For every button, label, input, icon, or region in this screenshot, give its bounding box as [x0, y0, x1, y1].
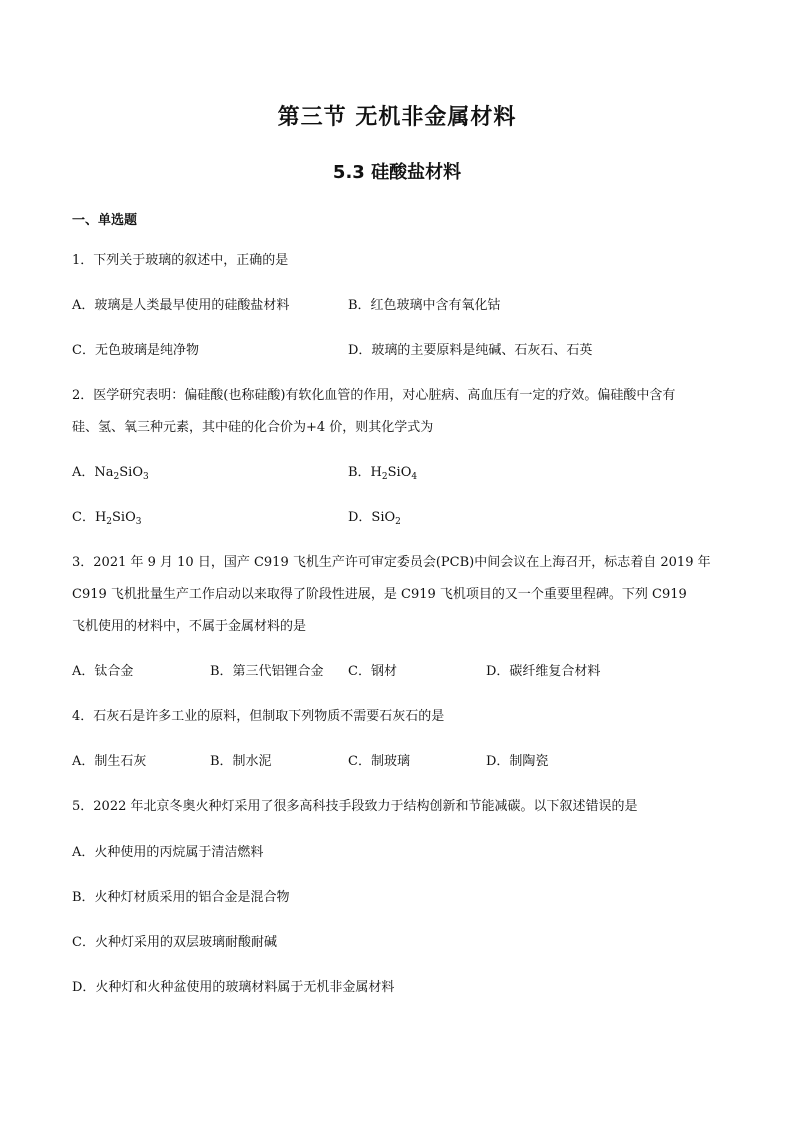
question-5-option-b: B．火种灯材质采用的铝合金是混合物: [72, 890, 290, 905]
question-5-option-c: C．火种灯采用的双层玻璃耐酸耐碱: [72, 935, 277, 950]
question-1-option-b: B．红色玻璃中含有氧化钴: [348, 298, 501, 313]
page-title: 第三节 无机非金属材料: [277, 105, 517, 130]
question-1-option-c: C．无色玻璃是纯净物: [72, 343, 199, 358]
question-5-option-a: A．火种使用的丙烷属于清洁燃料: [72, 845, 264, 860]
question-5-option-d: D．火种灯和火种盆使用的玻璃材料属于无机非金属材料: [72, 980, 395, 995]
question-5-stem: 5．2022 年北京冬奥火种灯采用了很多高科技手段致力于结构创新和节能减碳。以下叙述错误的是: [72, 799, 638, 814]
question-3-option-c: C．钢材: [348, 664, 397, 679]
section-heading: 一、单选题: [72, 213, 138, 228]
question-3-option-a: A．钛合金: [72, 664, 134, 679]
question-2-option-c: C．$H_2SiO_3$: [72, 510, 142, 527]
question-2-stem-line-1: 2．医学研究表明：偏硅酸(也称硅酸)有软化血管的作用，对心脏病、高血压有一定的疗效。偏硅酸中含有: [72, 388, 676, 403]
question-3-stem-line-2: C919 飞机批量生产工作启动以来取得了阶段性进展，是 C919 飞机项目的又一个重要里程碑。下列 C919: [72, 587, 687, 602]
question-4-option-b: B．制水泥: [210, 754, 272, 769]
question-1-option-d: D．玻璃的主要原料是纯碱、石灰石、石英: [348, 343, 593, 358]
question-3-stem-line-1: 3．2021 年 9 月 10 日，国产 C919 飞机生产许可审定委员会(PCB)中间会议在上海召开，标志着自 2019 年: [72, 555, 711, 570]
question-3-option-b: B．第三代铝锂合金: [210, 664, 324, 679]
question-2-stem-line-2: 硅、氢、氧三种元素，其中硅的化合价为+4 价，则其化学式为: [72, 420, 434, 435]
question-4-option-c: C．制玻璃: [348, 754, 410, 769]
question-1-option-a: A．玻璃是人类最早使用的硅酸盐材料: [72, 298, 290, 313]
question-2-option-d: D．SiO$_2$: [348, 510, 401, 527]
question-1-stem: 1．下列关于玻璃的叙述中，正确的是: [72, 253, 289, 268]
question-2-option-b: B．$H_2SiO_4$: [348, 465, 418, 482]
question-4-option-a: A．制生石灰: [72, 754, 147, 769]
question-3-option-d: D．碳纤维复合材料: [486, 664, 601, 679]
question-4-stem: 4．石灰石是许多工业的原料，但制取下列物质不需要石灰石的是: [72, 709, 445, 724]
page-subtitle: 5.3 硅酸盐材料: [332, 162, 462, 183]
question-3-stem-line-3: 飞机使用的材料中，不属于金属材料的是: [72, 619, 307, 634]
question-4-option-d: D．制陶瓷: [486, 754, 549, 769]
question-2-option-a: A．$Na_2SiO_3$: [72, 465, 149, 482]
